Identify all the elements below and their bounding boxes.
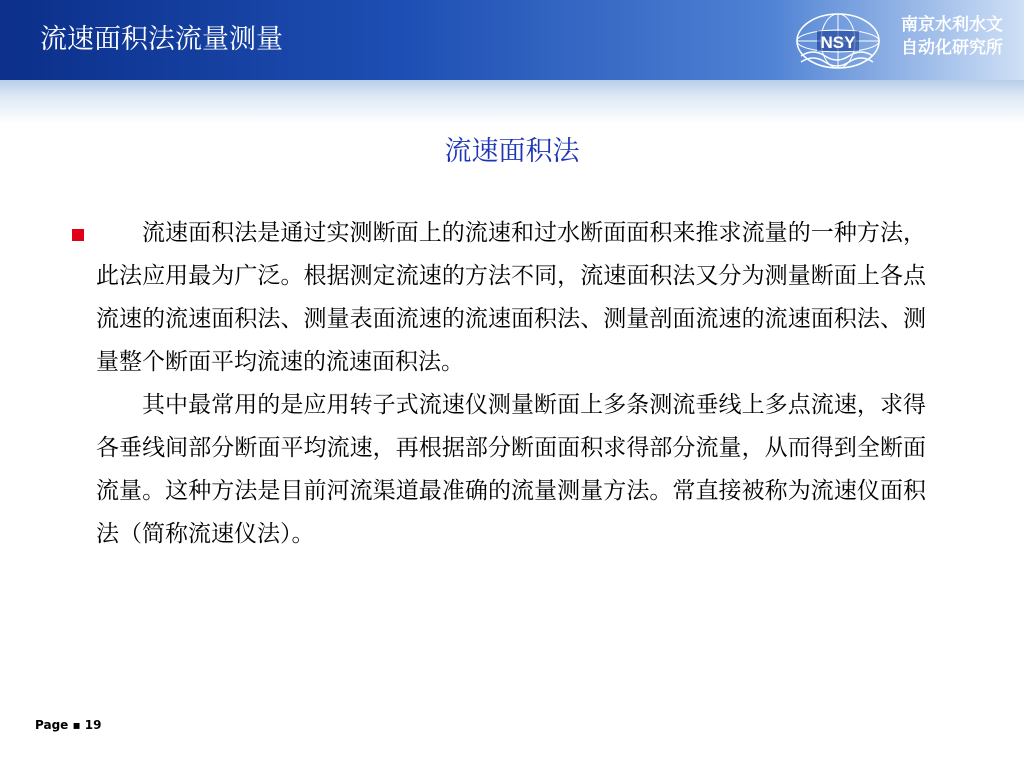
nsy-logo-icon bbox=[793, 10, 883, 72]
page-number: Page ▪ 19 bbox=[35, 718, 102, 732]
slide-title: 流速面积法流量测量 bbox=[40, 24, 283, 55]
bullet-square-icon bbox=[72, 229, 84, 241]
org-name-line2: 自动化研究所 bbox=[901, 38, 1003, 58]
slide-header bbox=[0, 0, 1024, 80]
paragraph: 流速面积法是通过实测断面上的流速和过水断面面积来推求流量的一种方法，此法应用最为广泛。根据测定流速的方法不同，流速面积法又分为测量断面上各点流速的流速面积法、测量表面流速的流速面积法、测量剖面流速的流速面积法、测量整个断面平均流速的流速面积法。 bbox=[96, 220, 926, 375]
header-gradient-band bbox=[0, 80, 1024, 124]
body-text bbox=[96, 212, 926, 556]
slide-subtitle: 流速面积法 bbox=[444, 136, 580, 167]
org-name-line1: 南京水利水文 bbox=[901, 15, 1003, 35]
org-name bbox=[886, 14, 1018, 60]
logo-mark-text: NSY bbox=[820, 33, 856, 52]
paragraph: 其中最常用的是应用转子式流速仪测量断面上多条测流垂线上多点流速，求得各垂线间部分断面平均流速，再根据部分断面面积求得部分流量，从而得到全断面流量。这种方法是目前河流渠道最准确的流量测量方法。常直接被称为流速仪面积法（简称流速仪法）。 bbox=[96, 392, 926, 547]
